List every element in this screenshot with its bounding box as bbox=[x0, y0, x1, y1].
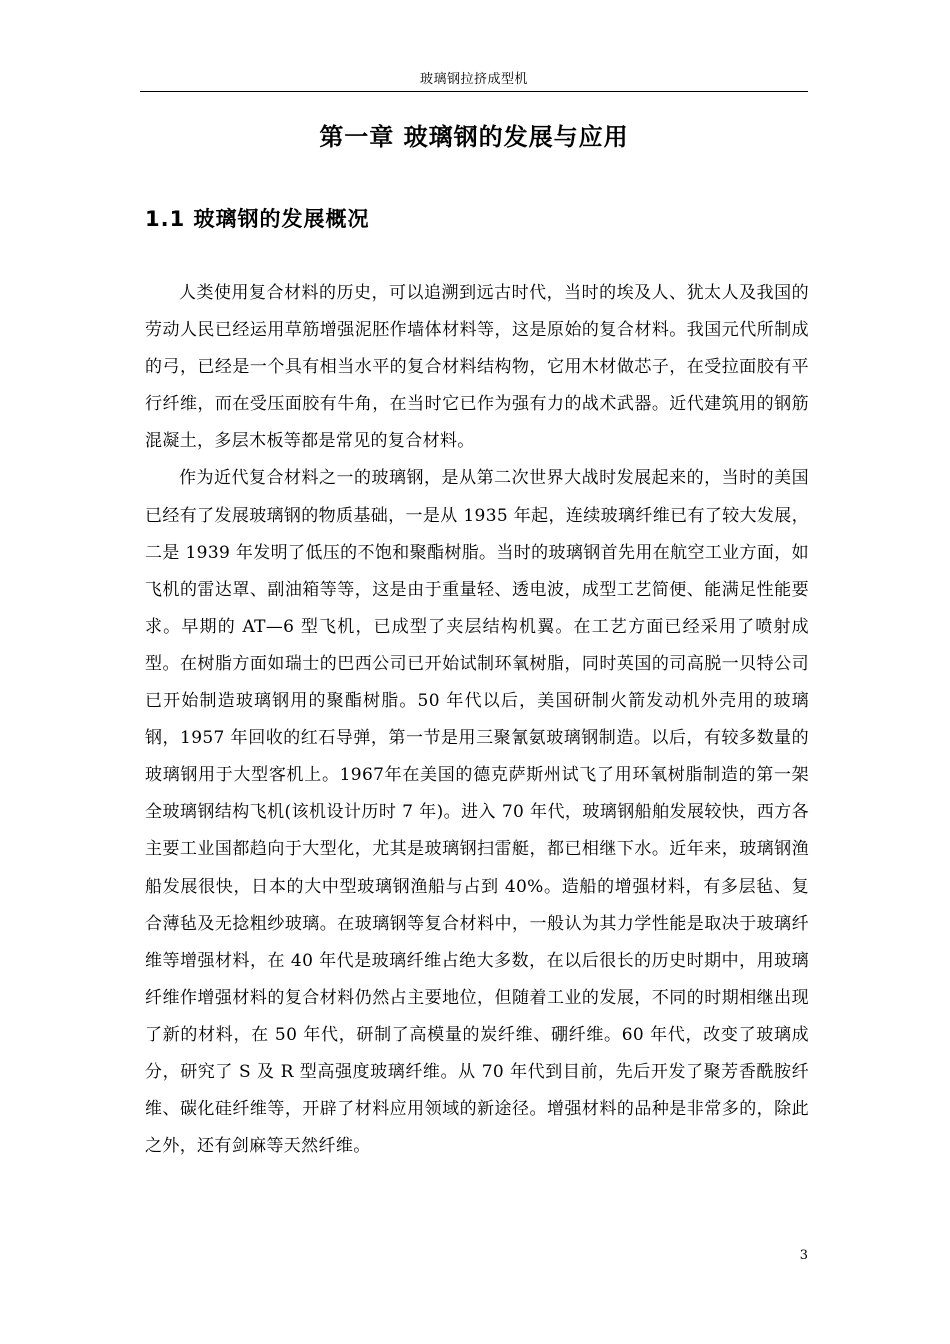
body-text bbox=[145, 275, 809, 1165]
page-number: 3 bbox=[799, 1248, 808, 1263]
header-divider bbox=[140, 91, 808, 92]
section-title: 1.1 玻璃钢的发展概况 bbox=[145, 207, 370, 231]
body-paragraph: 人类使用复合材料的历史，可以追溯到远古时代，当时的埃及人、犹太人及我国的劳动人民已经运用草筋增强泥胚作墙体材料等，这是原始的复合材料。我国元代所制成的弓，已经是一个具有相当水平的复合材料结构物，它用木材做芯子，在受拉面胶有平行纤维，而在受压面胶有牛角，在当时它已作为强有力的战术武器。近代建筑用的钢筋混凝土，多层木板等都是常见的复合材料。 bbox=[145, 283, 809, 452]
running-header: 玻璃钢拉挤成型机 bbox=[419, 72, 528, 87]
body-paragraph: 作为近代复合材料之一的玻璃钢，是从第二次世界大战时发展起来的，当时的美国已经有了发展玻璃钢的物质基础，一是从 1935 年起，连续玻璃纤维已有了较大发展，二是 1939 年发明了低压的不饱和聚酯树脂。当时的玻璃钢首先用在航空工业方面，如飞机的雷达罩、副油箱等等，这是由于重量轻、透电波，成型工艺简便、能满足性能要求。早期的 AT—6 型飞机，已成型了夹层结构机翼。在工艺方面已经采用了喷射成型。在树脂方面如瑞士的巴西公司已开始试制环氧树脂，同时英国的司高脱一贝特公司已开始制造玻璃钢用的聚酯树脂。50 年代以后，美国研制火箭发动机外壳用的玻璃钢，1957 年回收的红石导弹，第一节是用三聚氰氨玻璃钢制造。以后，有较多数量的玻璃钢用于大型客机上。1967年在美国的德克萨斯州试飞了用环氧树脂制造的第一架全玻璃钢结构飞机(该机设计历时 7 年)。进入 70 年代，玻璃钢船舶发展较快，西方各主要工业国都趋向于大型化，尤其是玻璃钢扫雷艇，都已相继下水。近年来，玻璃钢渔船发展很快，日本的大中型玻璃钢渔船与占到 40%。造船的增强材料，有多层毡、复合薄毡及无捻粗纱玻璃。在玻璃钢等复合材料中，一般认为其力学性能是取决于玻璃纤维等增强材料，在 40 年代是玻璃纤维占绝大多数，在以后很长的历史时期中，用玻璃纤维作增强材料的复合材料仍然占主要地位，但随着工业的发展，不同的时期相继出现了新的材料，在 50 年代，研制了高模量的炭纤维、硼纤维。60 年代，改变了玻璃成分，研究了 S 及 R 型高强度玻璃纤维。从 70 年代到目前，先后开发了聚芳香酰胺纤维、碳化硅纤维等，开辟了材料应用领域的新途径。增强材料的品种是非常多的，除此之外，还有剑麻等天然纤维。 bbox=[145, 468, 809, 1157]
chapter-title: 第一章 玻璃钢的发展与应用 bbox=[319, 123, 629, 151]
